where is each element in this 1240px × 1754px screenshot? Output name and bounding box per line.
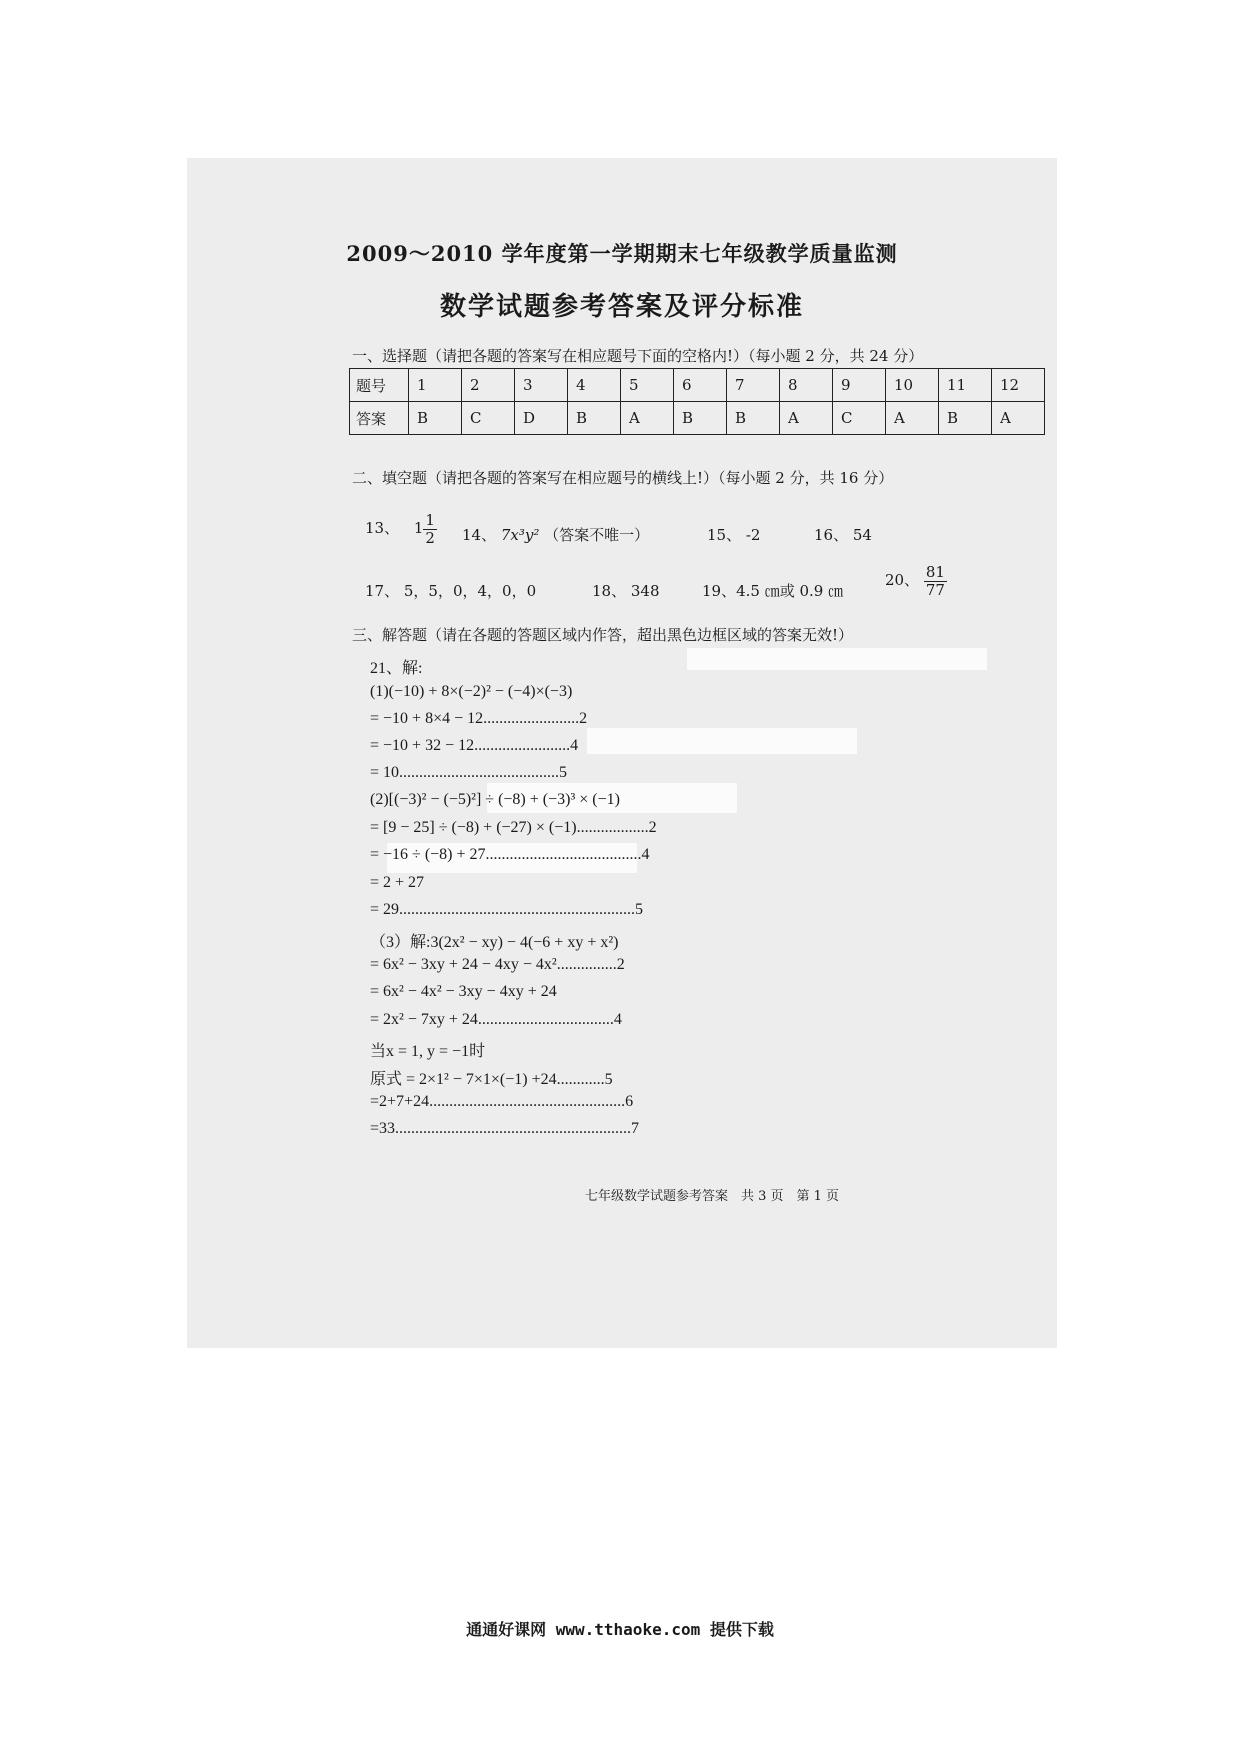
table-cell: B: [674, 402, 727, 435]
table-cell: A: [992, 402, 1045, 435]
fill-q19: 19、4.5 ㎝或 0.9 ㎝: [702, 582, 844, 600]
section-choice-heading: 一、选择题（请把各题的答案写在相应题号下面的空格内!）（每小题 2 分，共 24 分）: [352, 347, 924, 365]
table-cell: D: [515, 402, 568, 435]
table-cell: C: [833, 402, 886, 435]
fill-q17: 17、 5，5，0，4，0，0: [365, 582, 537, 600]
solution-line: 当x = 1, y = −1时: [370, 1043, 486, 1060]
solution-line: = 10........................................5: [370, 764, 568, 781]
fill-q14: 14、 7x³y² （答案不唯一）: [462, 526, 650, 544]
table-cell: B: [409, 402, 462, 435]
solution-line: = 2x² − 7xy + 24..................................4: [370, 1011, 622, 1028]
choice-answer-table: [349, 368, 1045, 435]
table-cell: 4: [568, 369, 621, 402]
whiteout-mark: [687, 648, 987, 670]
section-solve-heading: 三、解答题（请在各题的答题区域内作答，超出黑色边框区域的答案无效!）: [352, 626, 854, 644]
table-row-answers: [350, 402, 1045, 435]
table-cell: A: [780, 402, 833, 435]
fill-q20: 20、 $\frac{81}{77}$: [885, 563, 945, 599]
solution-line: 原式 = 2×1² − 7×1×(−1) +24............5: [370, 1071, 613, 1088]
table-cell: 8: [780, 369, 833, 402]
fill-q13: 13、 1 $\frac{1}{2}$: [365, 511, 435, 547]
table-cell: 2: [462, 369, 515, 402]
solution-line: = −16 ÷ (−8) + 27.......................................4: [370, 846, 650, 863]
fill-q15: 15、 -2: [707, 526, 761, 544]
exam-title: 2009～2010 学年度第一学期期末七年级教学质量监测: [346, 241, 898, 266]
solution-line: （3）解:3(2x² − xy) − 4(−6 + xy + x²): [370, 934, 619, 951]
whiteout-mark: [587, 728, 857, 754]
table-cell: 6: [674, 369, 727, 402]
table-cell: 10: [886, 369, 939, 402]
solution-line: =33...........................................................7: [370, 1120, 640, 1137]
table-row-numbers: [350, 369, 1045, 402]
table-cell: C: [462, 402, 515, 435]
table-cell: 11: [939, 369, 992, 402]
fill-q16: 16、 54: [814, 526, 872, 544]
table-cell: A: [886, 402, 939, 435]
page-footer: 七年级数学试题参考答案 共 3 页 第 1 页: [584, 1189, 840, 1204]
solution-line: 21、解:: [370, 660, 423, 677]
fill-q18: 18、 348: [592, 582, 660, 600]
solution-line: = 29...........................................................5: [370, 901, 644, 918]
table-cell: 1: [409, 369, 462, 402]
solution-line: = −10 + 8×4 − 12........................2: [370, 710, 588, 727]
table-cell: 3: [515, 369, 568, 402]
fraction: $\frac{1}{2}$: [425, 511, 435, 547]
table-cell: 12: [992, 369, 1045, 402]
table-cell: B: [568, 402, 621, 435]
table-cell: 9: [833, 369, 886, 402]
answer-key-title: 数学试题参考答案及评分标准: [439, 292, 804, 322]
solution-line: (1)(−10) + 8×(−2)² − (−4)×(−3): [370, 683, 573, 700]
row-label-answer: 答案: [350, 402, 409, 435]
table-cell: 5: [621, 369, 674, 402]
solution-line: = [9 − 25] ÷ (−8) + (−27) × (−1)..................2: [370, 819, 657, 836]
row-label-number: 题号: [350, 369, 409, 402]
solution-line: = 6x² − 4x² − 3xy − 4xy + 24: [370, 983, 557, 1000]
section-fill-heading: 二、填空题（请把各题的答案写在相应题号的横线上!）（每小题 2 分，共 16 分）: [352, 469, 894, 487]
solution-line: =2+7+24.................................................6: [370, 1093, 634, 1110]
scanned-page: [187, 158, 1057, 1348]
table-cell: B: [939, 402, 992, 435]
table-cell: A: [621, 402, 674, 435]
solution-line: = 6x² − 3xy + 24 − 4xy − 4x²...............2: [370, 956, 625, 973]
solution-line: (2)[(−3)² − (−5)²] ÷ (−8) + (−3)³ × (−1): [370, 791, 620, 808]
fraction: $\frac{81}{77}$: [925, 563, 945, 599]
table-cell: 7: [727, 369, 780, 402]
solution-line: = 2 + 27: [370, 874, 425, 891]
solution-line: = −10 + 32 − 12........................4: [370, 737, 579, 754]
site-footer: 通通好课网 www.tthaoke.com 提供下载: [466, 1620, 774, 1639]
table-cell: B: [727, 402, 780, 435]
